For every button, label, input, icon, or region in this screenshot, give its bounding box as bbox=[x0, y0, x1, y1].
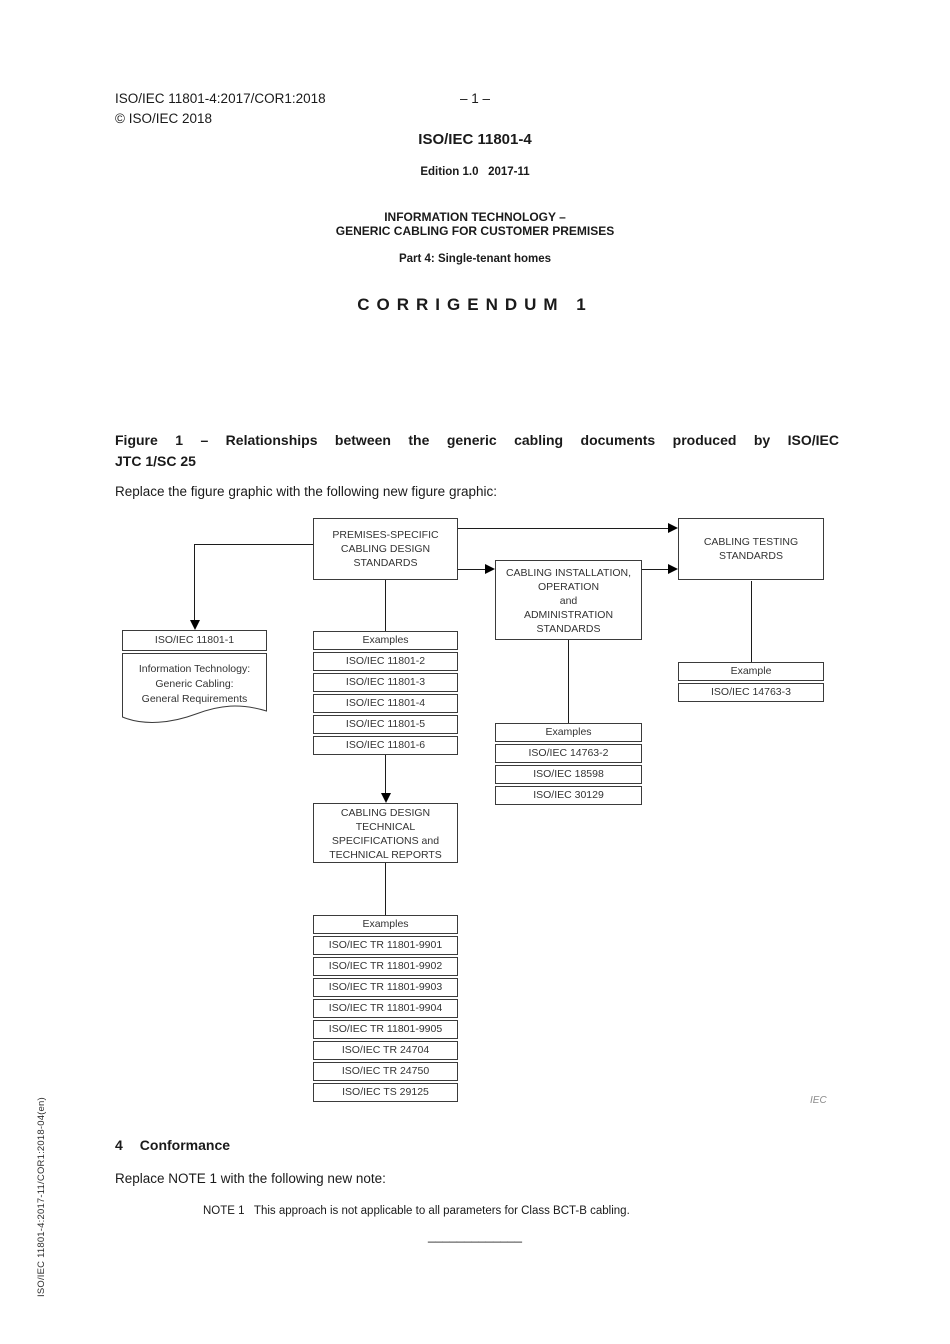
installation-line: and bbox=[559, 595, 578, 607]
examples-center-header: Examples bbox=[313, 631, 458, 650]
examples-center-item: ISO/IEC 11801-4 bbox=[313, 694, 458, 713]
connector-examples-to-design bbox=[385, 755, 386, 793]
examples-mid-item: ISO/IEC 14763-2 bbox=[495, 744, 642, 763]
header-copyright: © ISO/IEC 2018 bbox=[115, 111, 212, 126]
section-heading bbox=[115, 1137, 230, 1153]
design-line: CABLING DESIGN bbox=[340, 807, 431, 819]
example-right-item: ISO/IEC 14763-3 bbox=[678, 683, 824, 702]
section-heading-number: 4 bbox=[115, 1137, 123, 1153]
figure-caption-line-2: JTC 1/SC 25 bbox=[115, 453, 196, 469]
examples-center-item: ISO/IEC 11801-5 bbox=[313, 715, 458, 734]
connector-testing-to-example bbox=[751, 581, 752, 662]
corrigendum-title: CORRIGENDUM 1 bbox=[357, 295, 593, 314]
testing-line: CABLING TESTING bbox=[703, 536, 799, 548]
example-right-header: Example bbox=[678, 662, 824, 681]
figure-caption-line-1: Figure 1 – Relationships between the generic cabling documents produced by ISO/IEC bbox=[115, 432, 839, 448]
installation-line: CABLING INSTALLATION, bbox=[505, 567, 632, 579]
figure-credit: IEC bbox=[810, 1095, 827, 1106]
connector-installation-to-testing bbox=[642, 569, 668, 570]
note-instruction: Replace NOTE 1 with the following new note: bbox=[115, 1171, 386, 1186]
examples-bottom-item: ISO/IEC TR 24704 bbox=[313, 1041, 458, 1060]
title-line-1: INFORMATION TECHNOLOGY – bbox=[384, 210, 566, 224]
examples-bottom-header: Examples bbox=[313, 915, 458, 934]
connector-premises-to-installation bbox=[458, 569, 486, 570]
arrowhead-right-icon bbox=[485, 564, 495, 574]
design-line: SPECIFICATIONS and bbox=[331, 835, 440, 847]
connector-premises-to-testing bbox=[458, 528, 668, 529]
examples-bottom-item: ISO/IEC TR 11801-9904 bbox=[313, 999, 458, 1018]
premises-specific-box bbox=[313, 518, 458, 580]
installation-line: OPERATION bbox=[537, 581, 600, 593]
edition-line: Edition 1.0 2017-11 bbox=[420, 166, 530, 178]
design-line: TECHNICAL bbox=[355, 821, 416, 833]
examples-center-item: ISO/IEC 11801-2 bbox=[313, 652, 458, 671]
examples-bottom-item: ISO/IEC TR 11801-9901 bbox=[313, 936, 458, 955]
cabling-testing-box bbox=[678, 518, 824, 580]
examples-bottom-item: ISO/IEC TR 11801-9902 bbox=[313, 957, 458, 976]
cabling-installation-box bbox=[495, 560, 642, 640]
premises-line: STANDARDS bbox=[353, 557, 418, 569]
examples-mid-item: ISO/IEC 18598 bbox=[495, 765, 642, 784]
connector-premises-to-examples bbox=[385, 580, 386, 631]
examples-bottom-item: ISO/IEC TR 11801-9903 bbox=[313, 978, 458, 997]
design-line: TECHNICAL REPORTS bbox=[329, 849, 442, 861]
connector-design-to-examples bbox=[385, 863, 386, 915]
examples-center-item: ISO/IEC 11801-3 bbox=[313, 673, 458, 692]
section-divider: _____________ bbox=[428, 1228, 522, 1243]
testing-line: STANDARDS bbox=[719, 550, 783, 562]
arrowhead-right-icon bbox=[668, 523, 678, 533]
arrowhead-down-icon bbox=[381, 793, 391, 803]
title-line-2: GENERIC CABLING FOR CUSTOMER PREMISES bbox=[335, 224, 615, 238]
arrowhead-right-icon bbox=[668, 564, 678, 574]
arrowhead-down-icon bbox=[190, 620, 200, 630]
doc-body-line: General Requirements bbox=[141, 693, 248, 705]
examples-mid-item: ISO/IEC 30129 bbox=[495, 786, 642, 805]
installation-line: STANDARDS bbox=[536, 623, 601, 635]
premises-line: PREMISES-SPECIFIC bbox=[332, 529, 439, 541]
sidebar-reference: ISO/IEC 11801-4:2017-11/COR1:2018-04(en) bbox=[36, 1097, 47, 1297]
header-doc-reference: ISO/IEC 11801-4:2017/COR1:2018 bbox=[115, 91, 326, 106]
installation-line: ADMINISTRATION bbox=[523, 609, 614, 621]
header-page-number: – 1 – bbox=[459, 91, 491, 106]
part-title: Part 4: Single-tenant homes bbox=[398, 253, 552, 265]
examples-bottom-item: ISO/IEC TS 29125 bbox=[313, 1083, 458, 1102]
doc-body-line: Generic Cabling: bbox=[155, 678, 234, 690]
examples-bottom-item: ISO/IEC TR 24750 bbox=[313, 1062, 458, 1081]
iso-11801-1-header: ISO/IEC 11801-1 bbox=[122, 630, 267, 651]
iso-11801-1-body bbox=[122, 662, 267, 707]
note-text: NOTE 1 This approach is not applicable to all parameters for Class BCT-B cabling. bbox=[203, 1205, 630, 1217]
connector-premises-to-11801-1-horizontal bbox=[194, 544, 313, 545]
premises-line: CABLING DESIGN bbox=[340, 543, 431, 555]
cabling-design-box bbox=[313, 803, 458, 863]
examples-mid-header: Examples bbox=[495, 723, 642, 742]
section-heading-text: Conformance bbox=[139, 1137, 231, 1153]
connector-installation-to-examples bbox=[568, 640, 569, 723]
figure-instruction: Replace the figure graphic with the following new figure graphic: bbox=[115, 484, 497, 499]
doc-body-line: Information Technology: bbox=[138, 663, 251, 675]
connector-premises-to-11801-1-vertical bbox=[194, 544, 195, 620]
examples-center-item: ISO/IEC 11801-6 bbox=[313, 736, 458, 755]
examples-bottom-item: ISO/IEC TR 11801-9905 bbox=[313, 1020, 458, 1039]
standard-number: ISO/IEC 11801-4 bbox=[418, 131, 532, 148]
